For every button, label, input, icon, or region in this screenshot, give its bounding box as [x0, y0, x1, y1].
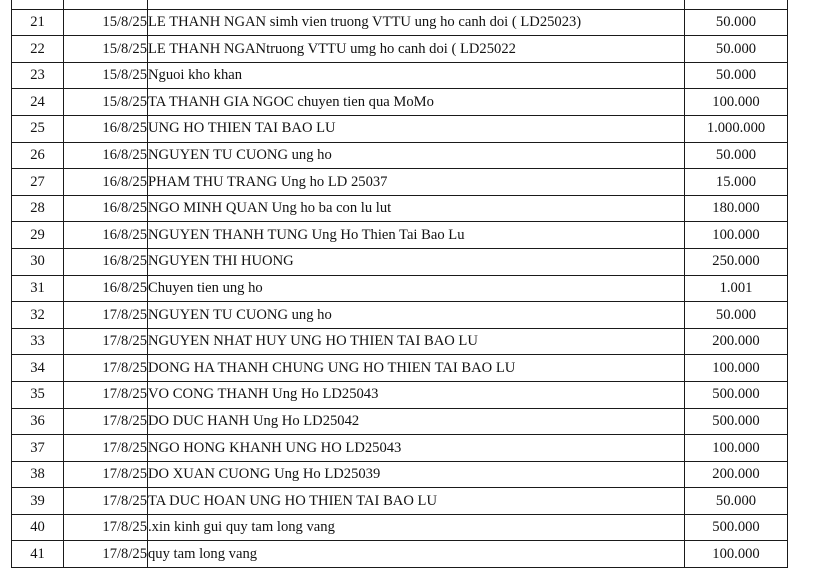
row-date-cell: 16/8/25 — [64, 115, 148, 142]
row-number-cell: 24 — [12, 89, 64, 116]
row-description-cell: .xin kinh gui quy tam long vang — [148, 514, 685, 541]
row-description-cell: Nguoi kho khan — [148, 62, 685, 89]
row-amount-cell: 1.001 — [685, 275, 788, 302]
row-date-cell: 17/8/25 — [64, 381, 148, 408]
row-number-cell: 37 — [12, 435, 64, 462]
row-date-cell: 17/8/25 — [64, 541, 148, 568]
table-row — [12, 195, 788, 222]
table-row — [12, 248, 788, 275]
row-date-cell: 17/8/25 — [64, 514, 148, 541]
row-description-cell: DO DUC HANH Ung Ho LD25042 — [148, 408, 685, 435]
table-row — [12, 381, 788, 408]
row-date-cell: 17/8/25 — [64, 302, 148, 329]
row-date-cell: 17/8/25 — [64, 408, 148, 435]
row-number-cell: 26 — [12, 142, 64, 169]
row-description-cell: NGUYEN NHAT HUY UNG HO THIEN TAI BAO LU — [148, 328, 685, 355]
row-date-cell: 17/8/25 — [64, 328, 148, 355]
row-number-cell: 27 — [12, 169, 64, 196]
table-row — [12, 62, 788, 89]
row-date-cell: 16/8/25 — [64, 142, 148, 169]
row-date-cell: 15/8/25 — [64, 62, 148, 89]
row-date-cell: 16/8/25 — [64, 248, 148, 275]
row-date-cell: 15/8/25 — [64, 36, 148, 63]
row-number-cell: 39 — [12, 488, 64, 515]
row-description-cell: NGUYEN THI HUONG — [148, 248, 685, 275]
row-description-cell: TA DUC HOAN UNG HO THIEN TAI BAO LU — [148, 488, 685, 515]
row-number-cell: 33 — [12, 328, 64, 355]
row-amount-cell: 50.000 — [685, 62, 788, 89]
row-number-cell: 35 — [12, 381, 64, 408]
row-date-cell: 17/8/25 — [64, 355, 148, 382]
table-row-clipped — [12, 0, 788, 9]
row-date-cell: 16/8/25 — [64, 222, 148, 249]
row-description-cell: Chuyen tien ung ho — [148, 275, 685, 302]
table-row — [12, 488, 788, 515]
row-description-cell: DO XUAN CUONG Ung Ho LD25039 — [148, 461, 685, 488]
row-amount-cell: 50.000 — [685, 9, 788, 36]
row-number-cell: 29 — [12, 222, 64, 249]
row-date-cell: 16/8/25 — [64, 195, 148, 222]
table-row — [12, 142, 788, 169]
row-amount-cell — [685, 0, 788, 9]
row-number-cell: 36 — [12, 408, 64, 435]
table-row — [12, 36, 788, 63]
table-row — [12, 169, 788, 196]
table-row — [12, 328, 788, 355]
row-amount-cell: 100.000 — [685, 435, 788, 462]
row-number-cell: 25 — [12, 115, 64, 142]
row-amount-cell: 50.000 — [685, 36, 788, 63]
row-amount-cell: 100.000 — [685, 89, 788, 116]
row-date-cell: 17/8/25 — [64, 461, 148, 488]
table-row — [12, 275, 788, 302]
row-number-cell: 34 — [12, 355, 64, 382]
table-row — [12, 355, 788, 382]
row-description-cell: PHAM THU TRANG Ung ho LD 25037 — [148, 169, 685, 196]
row-date-cell: 16/8/25 — [64, 275, 148, 302]
table-row — [12, 461, 788, 488]
row-description-cell: quy tam long vang — [148, 541, 685, 568]
row-number-cell: 40 — [12, 514, 64, 541]
row-description-cell: VO CONG THANH Ung Ho LD25043 — [148, 381, 685, 408]
row-amount-cell: 15.000 — [685, 169, 788, 196]
table-row — [12, 222, 788, 249]
row-date-cell: 15/8/25 — [64, 9, 148, 36]
row-amount-cell: 500.000 — [685, 514, 788, 541]
table-row — [12, 115, 788, 142]
row-amount-cell: 180.000 — [685, 195, 788, 222]
row-number-cell: 30 — [12, 248, 64, 275]
table-row — [12, 302, 788, 329]
row-amount-cell: 1.000.000 — [685, 115, 788, 142]
row-number-cell — [12, 0, 64, 9]
row-amount-cell: 200.000 — [685, 328, 788, 355]
table-row — [12, 89, 788, 116]
row-number-cell: 38 — [12, 461, 64, 488]
row-date-cell — [64, 0, 148, 9]
row-description-cell: NGO MINH QUAN Ung ho ba con lu lut — [148, 195, 685, 222]
donation-table — [11, 0, 788, 568]
row-amount-cell: 250.000 — [685, 248, 788, 275]
row-description-cell: LE THANH NGANtruong VTTU umg ho canh doi ( LD25022 — [148, 36, 685, 63]
row-amount-cell: 50.000 — [685, 142, 788, 169]
table-row — [12, 435, 788, 462]
row-date-cell: 17/8/25 — [64, 488, 148, 515]
row-number-cell: 28 — [12, 195, 64, 222]
table-row — [12, 408, 788, 435]
row-number-cell: 22 — [12, 36, 64, 63]
row-number-cell: 21 — [12, 9, 64, 36]
row-description-cell: NGUYEN TU CUONG ung ho — [148, 302, 685, 329]
row-date-cell: 17/8/25 — [64, 435, 148, 462]
row-amount-cell: 500.000 — [685, 408, 788, 435]
row-number-cell: 23 — [12, 62, 64, 89]
row-description-cell: DONG HA THANH CHUNG UNG HO THIEN TAI BAO LU — [148, 355, 685, 382]
row-description-cell: NGUYEN THANH TUNG Ung Ho Thien Tai Bao Lu — [148, 222, 685, 249]
row-number-cell: 31 — [12, 275, 64, 302]
row-amount-cell: 200.000 — [685, 461, 788, 488]
row-amount-cell: 100.000 — [685, 355, 788, 382]
row-number-cell: 41 — [12, 541, 64, 568]
row-description-cell: LE THANH NGAN simh vien truong VTTU ung ho canh doi ( LD25023) — [148, 9, 685, 36]
row-date-cell: 16/8/25 — [64, 169, 148, 196]
table-row — [12, 9, 788, 36]
row-description-cell: NGUYEN TU CUONG ung ho — [148, 142, 685, 169]
row-amount-cell: 100.000 — [685, 541, 788, 568]
row-amount-cell: 500.000 — [685, 381, 788, 408]
row-description-cell — [148, 0, 685, 9]
row-amount-cell: 50.000 — [685, 488, 788, 515]
row-description-cell: TA THANH GIA NGOC chuyen tien qua MoMo — [148, 89, 685, 116]
table-row — [12, 514, 788, 541]
row-amount-cell: 100.000 — [685, 222, 788, 249]
row-description-cell: NGO HONG KHANH UNG HO LD25043 — [148, 435, 685, 462]
row-number-cell: 32 — [12, 302, 64, 329]
table-row — [12, 541, 788, 568]
row-date-cell: 15/8/25 — [64, 89, 148, 116]
row-description-cell: UNG HO THIEN TAI BAO LU — [148, 115, 685, 142]
row-amount-cell: 50.000 — [685, 302, 788, 329]
